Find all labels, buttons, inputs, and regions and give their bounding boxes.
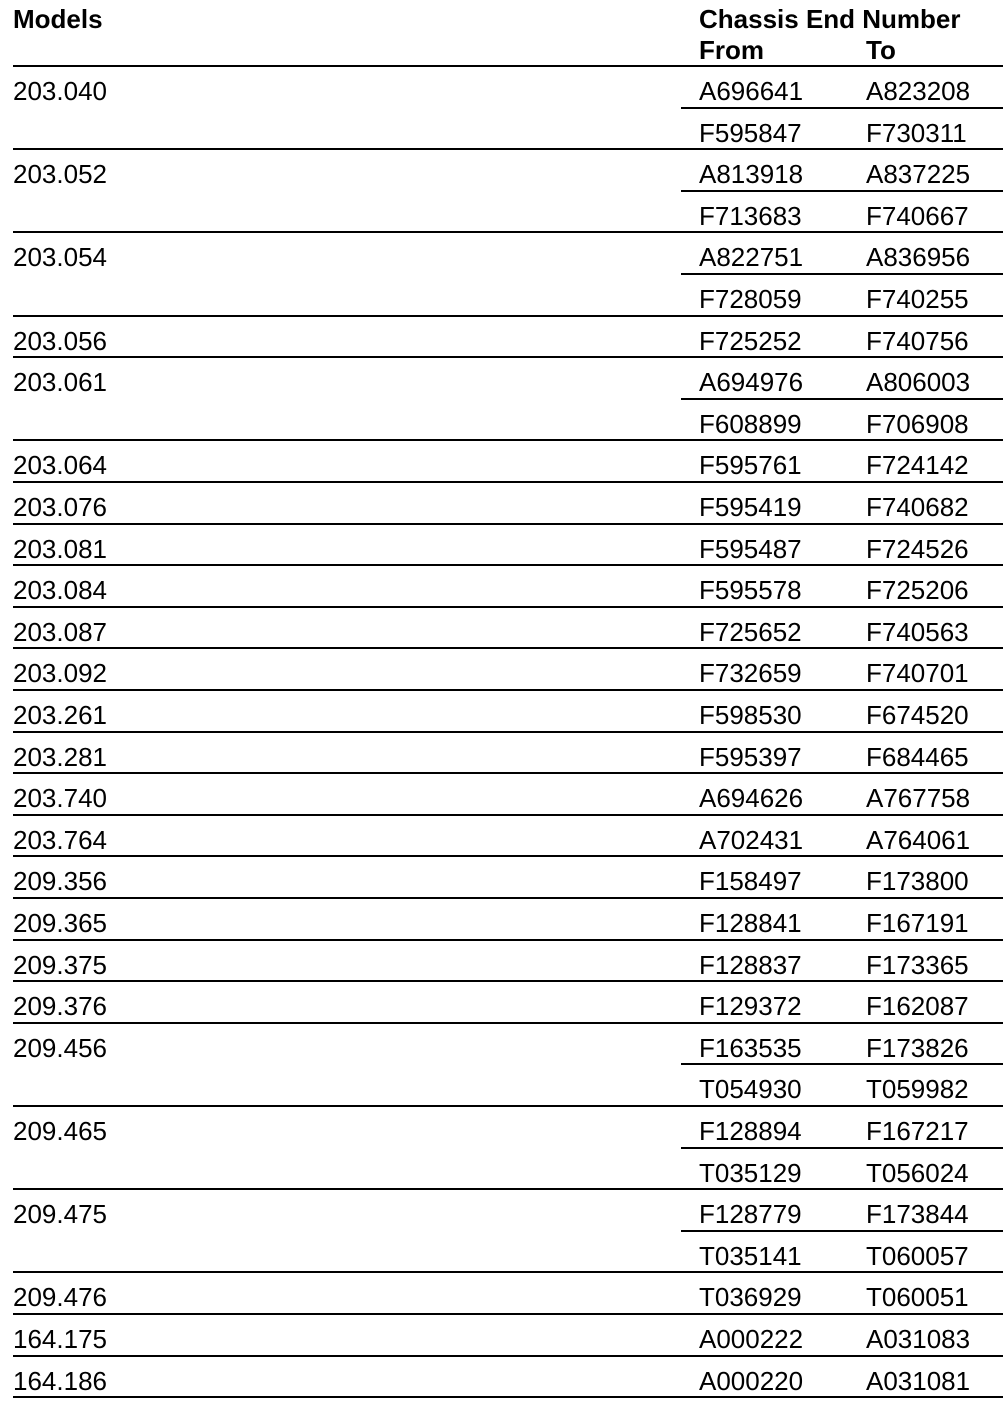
chassis-from: F163535: [699, 1032, 802, 1063]
chassis-to: F167191: [866, 908, 969, 938]
row-divider: [13, 1022, 1003, 1024]
row-divider: [13, 939, 1003, 941]
range-divider: [681, 1147, 1003, 1149]
model-number: 209.365: [13, 908, 107, 938]
model-number: 209.475: [13, 1199, 107, 1230]
range-divider: [681, 1063, 1003, 1065]
chassis-to: F684465: [866, 741, 969, 772]
chassis-from: A694626: [699, 783, 804, 814]
range-divider: [681, 190, 1003, 192]
range-divider: [681, 398, 1003, 400]
chassis-from: A696641: [699, 76, 804, 106]
header-divider: [13, 65, 1003, 67]
row-divider: [13, 1105, 1003, 1107]
chassis-to: F740682: [866, 492, 969, 522]
row-divider: [13, 731, 1003, 733]
row-divider: [13, 148, 1003, 150]
model-number: 209.376: [13, 991, 107, 1022]
chassis-from: T036929: [699, 1282, 802, 1313]
model-number: 203.084: [13, 575, 107, 606]
model-number: 209.456: [13, 1032, 107, 1063]
row-divider: [13, 315, 1003, 317]
chassis-from: A694976: [699, 367, 804, 398]
chassis-from: F595419: [699, 492, 802, 522]
row-divider: [13, 855, 1003, 857]
chassis-to: T056024: [866, 1157, 969, 1188]
row-divider: [13, 356, 1003, 358]
chassis-to: F173826: [866, 1032, 969, 1063]
model-number: 209.356: [13, 866, 107, 897]
header-models: Models: [13, 4, 103, 34]
model-number: 203.061: [13, 367, 107, 398]
chassis-from: F728059: [699, 284, 802, 314]
chassis-from: F608899: [699, 408, 802, 439]
row-divider: [13, 772, 1003, 774]
chassis-to: F173365: [866, 949, 969, 980]
chassis-to: F724142: [866, 450, 969, 481]
chassis-to: F740667: [866, 200, 969, 231]
model-number: 203.054: [13, 242, 107, 273]
row-divider: [13, 606, 1003, 608]
row-divider: [13, 897, 1003, 899]
chassis-to: A031081: [866, 1365, 971, 1396]
model-number: 203.064: [13, 450, 107, 481]
chassis-to: F740756: [866, 325, 969, 356]
model-number: 164.186: [13, 1365, 107, 1396]
model-number: 203.087: [13, 616, 107, 647]
row-divider: [13, 439, 1003, 441]
chassis-from: F595761: [699, 450, 802, 481]
chassis-from: T035141: [699, 1240, 802, 1271]
row-divider: [13, 564, 1003, 566]
row-divider: [13, 523, 1003, 525]
chassis-to: T060051: [866, 1282, 969, 1313]
chassis-from: F725652: [699, 616, 802, 647]
chassis-to: F730311: [866, 117, 967, 148]
chassis-from: F598530: [699, 700, 802, 730]
model-number: 203.281: [13, 741, 107, 772]
row-divider: [13, 647, 1003, 649]
chassis-to: A806003: [866, 367, 971, 398]
row-divider: [13, 814, 1003, 816]
chassis-from: A000220: [699, 1365, 804, 1396]
model-number: 203.052: [13, 159, 107, 190]
chassis-to: F725206: [866, 575, 969, 606]
row-divider: [13, 1313, 1003, 1315]
model-number: 209.465: [13, 1116, 107, 1146]
chassis-to: A031083: [866, 1324, 971, 1354]
chassis-from: F129372: [699, 991, 802, 1022]
chassis-from: A000222: [699, 1324, 804, 1354]
model-number: 164.175: [13, 1324, 107, 1354]
row-divider: [13, 231, 1003, 233]
range-divider: [681, 1230, 1003, 1232]
row-divider: [13, 1271, 1003, 1273]
row-divider: [13, 1188, 1003, 1190]
chassis-from: T035129: [699, 1157, 802, 1188]
chassis-to: F724526: [866, 533, 969, 564]
model-number: 203.261: [13, 700, 107, 730]
range-divider: [681, 273, 1003, 275]
chassis-to: T059982: [866, 1074, 969, 1105]
chassis-to: A837225: [866, 159, 971, 190]
chassis-to: A767758: [866, 783, 971, 814]
row-divider: [13, 1396, 1003, 1398]
chassis-to: A836956: [866, 242, 971, 273]
chassis-to: A823208: [866, 76, 971, 106]
model-number: 203.740: [13, 783, 107, 814]
row-divider: [13, 481, 1003, 483]
chassis-from: F128837: [699, 949, 802, 980]
chassis-to: F674520: [866, 700, 969, 730]
chassis-from: A702431: [699, 824, 804, 855]
chassis-from: F595578: [699, 575, 802, 606]
chassis-from: F158497: [699, 866, 802, 897]
range-divider: [681, 107, 1003, 109]
header-to: To: [866, 35, 896, 65]
chassis-to: F706908: [866, 408, 969, 439]
chassis-to: F173800: [866, 866, 969, 897]
chassis-from: F128779: [699, 1199, 802, 1230]
chassis-from: F595847: [699, 117, 802, 148]
chassis-from: F732659: [699, 658, 802, 689]
chassis-from: F725252: [699, 325, 802, 356]
model-number: 203.081: [13, 533, 107, 564]
chassis-from: F595397: [699, 741, 802, 772]
header-from: From: [699, 35, 764, 65]
row-divider: [13, 1355, 1003, 1357]
chassis-to: A764061: [866, 824, 971, 855]
chassis-from: F128841: [699, 908, 802, 938]
chassis-to: F167217: [866, 1116, 969, 1146]
model-number: 203.040: [13, 76, 107, 106]
chassis-from: T054930: [699, 1074, 802, 1105]
chassis-from: A822751: [699, 242, 804, 273]
chassis-from: F595487: [699, 533, 802, 564]
chassis-from: F128894: [699, 1116, 802, 1146]
chassis-to: T060057: [866, 1240, 969, 1271]
row-divider: [13, 689, 1003, 691]
chassis-to: F740563: [866, 616, 969, 647]
chassis-to: F162087: [866, 991, 969, 1022]
chassis-to: F740255: [866, 284, 969, 314]
model-number: 203.764: [13, 824, 107, 855]
model-number: 203.056: [13, 325, 107, 356]
model-number: 203.092: [13, 658, 107, 689]
row-divider: [13, 980, 1003, 982]
model-number: 203.076: [13, 492, 107, 522]
chassis-to: F173844: [866, 1199, 969, 1230]
chassis-from: F713683: [699, 200, 802, 231]
chassis-from: A813918: [699, 159, 804, 190]
header-chassis-end-number: Chassis End Number: [699, 4, 961, 34]
chassis-to: F740701: [866, 658, 969, 689]
model-number: 209.375: [13, 949, 107, 980]
model-number: 209.476: [13, 1282, 107, 1313]
